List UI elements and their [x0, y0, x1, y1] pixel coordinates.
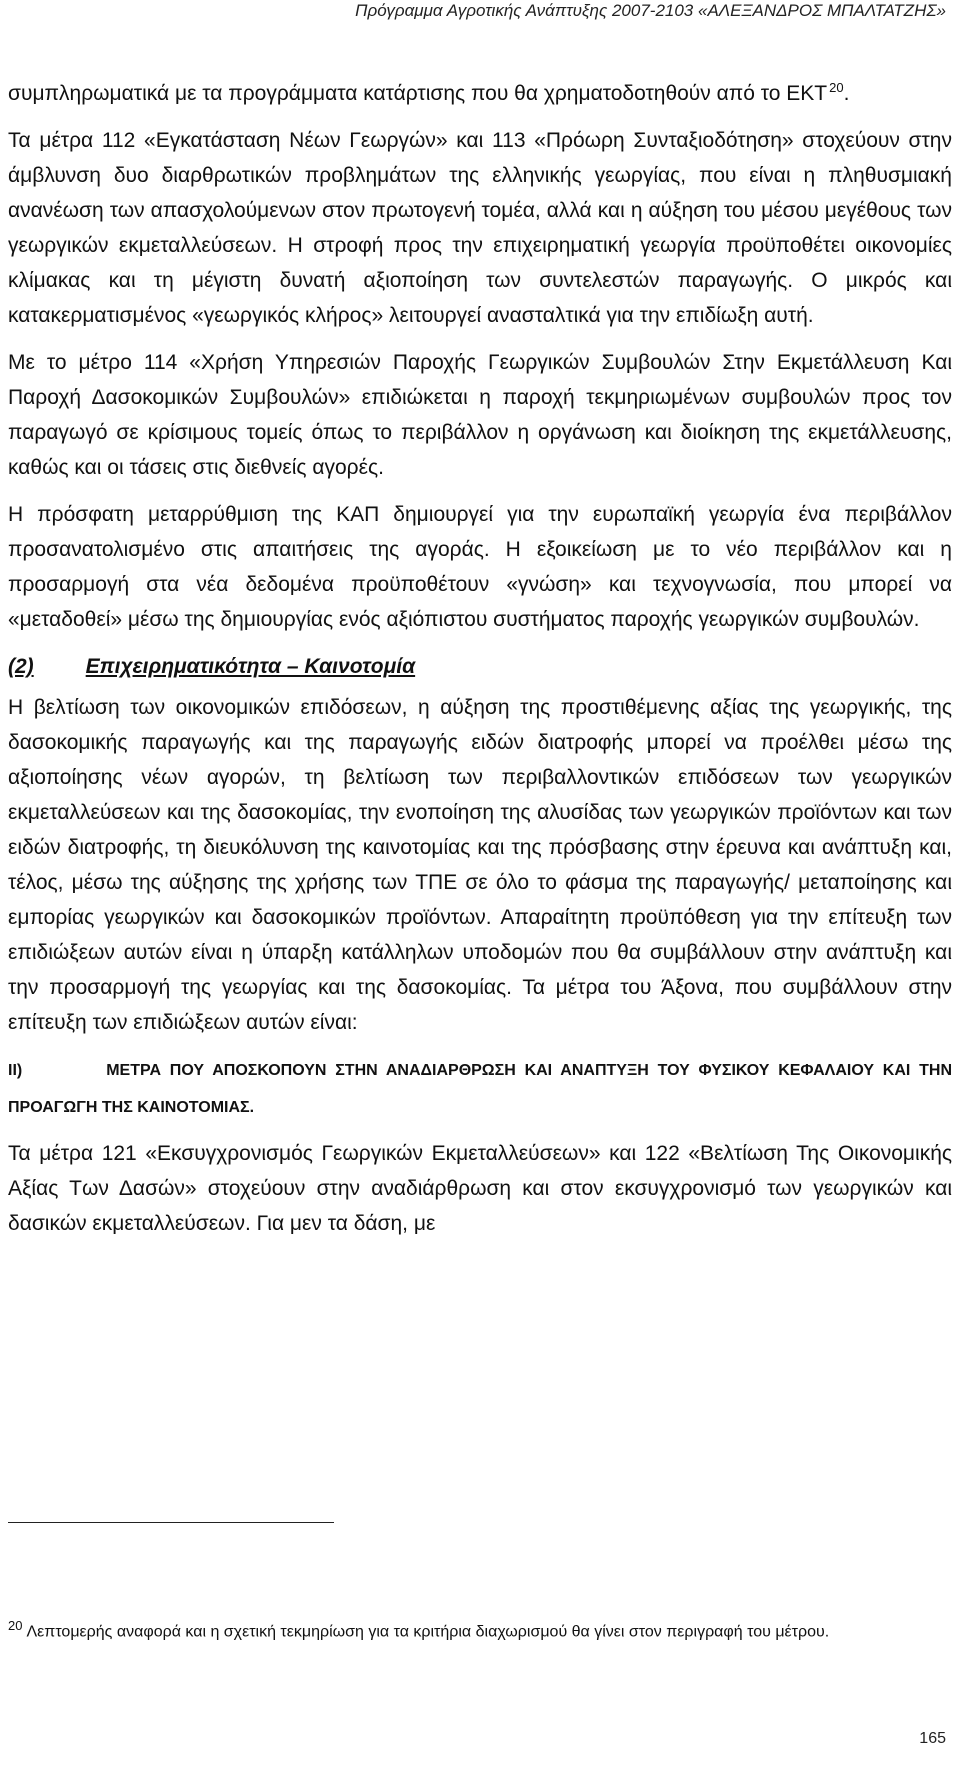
measure-heading — [8, 1052, 952, 1126]
paragraph: Τα μέτρα 112 «Εγκατάσταση Νέων Γεωργών» και 113 «Πρόωρη Συνταξιοδότηση» στοχεύουν στην άμβλυνση δυο διαρθρωτικών προβλημάτων της ελληνικής γεωργίας, που είναι η πληθυσμιακή ανανέωση των απασχολούμενων στον πρωτογενή τομέα, αλλά και η αύξηση του μέσου μεγέθους των γεωργικών εκμεταλλεύσεων. Η στροφή προς την επιχειρηματική γεωργία προϋποθέτει οικονομίες κλίμακας και τη μέγιστη δυνατή αξιοποίηση των συντελεστών παραγωγής. Ο μικρός και κατακερματισμένος «γεωργικός κλήρος» λειτουργεί ανασταλτικά για την επιδίωξη αυτή. — [8, 129, 952, 327]
footnote-separator — [8, 1522, 334, 1523]
footnote-text: Λεπτομερής αναφορά και η σχετική τεκμηρίωση για τα κριτήρια διαχωρισμού θα γίνει στον περιγραφή του μέτρου. — [26, 1623, 830, 1641]
measure-title: ΜΕΤΡΑ ΠΟΥ ΑΠΟΣΚΟΠΟΥΝ ΣΤΗΝ ΑΝΑΔΙΑΡΘΡΩΣΗ ΚΑΙ ΑΝΑΠΤΥΞΗ ΤΟΥ ΦΥΣΙΚΟΥ ΚΕΦΑΛΑΙΟΥ ΚΑΙ ΤΗΝ ΠΡΟΑΓΩΓΗ ΤΗΣ ΚΑΙΝΟΤΟΜΙΑΣ. — [8, 1062, 952, 1116]
paragraph-end: . — [843, 82, 850, 105]
document-body — [8, 76, 952, 1253]
footnote-number: 20 — [8, 1618, 23, 1633]
paragraph: Με το μέτρο 114 «Χρήση Υπηρεσιών Παροχής Γεωργικών Συμβουλών Στην Εκμετάλλευση Και Παροχή Δασοκομικών Συμβουλών» επιδιώκεται η παροχή τεκμηριωμένων συμβουλών προς τον παραγωγό σε κρίσιμους τομείς όπως το περιβάλλον η οργάνωση και διοίκηση της εκμετάλλευσης, καθώς και οι τάσεις στις διεθνείς αγορές. — [8, 351, 952, 479]
paragraph: Η πρόσφατη μεταρρύθμιση της ΚΑΠ δημιουργεί για την ευρωπαϊκή γεωργία ένα περιβάλλον προσανατολισμένο στις απαιτήσεις της αγοράς. Η εξοικείωση με το νέο περιβάλλον και η προσαρμογή στα νέα δεδομένα προϋποθέτουν «γνώση» και τεχνογνωσία, που μπορεί να «μεταδοθεί» μέσω της δημιουργίας ενός αξιόπιστου συστήματος παροχής γεωργικών συμβουλών. — [8, 503, 952, 631]
section-number: (2) — [8, 655, 34, 678]
paragraph: Τα μέτρα 121 «Εκσυγχρονισμός Γεωργικών Εκμεταλλεύσεων» και 122 «Βελτίωση Της Οικονομικής Αξίας Των Δασών» στοχεύουν στην αναδιάρθρωση και στον εκσυγχρονισμό των γεωργικών και δασικών εκμεταλλεύσεων. Για μεν τα δάση, με — [8, 1142, 952, 1235]
paragraph-text: συμπληρωματικά με τα προγράμματα κατάρτισης που θα χρηματοδοτηθούν από το ΕΚΤ — [8, 82, 828, 105]
page-number: 165 — [919, 1730, 946, 1747]
footnote — [8, 1613, 952, 1644]
paragraph — [8, 76, 952, 111]
section-heading — [8, 649, 952, 684]
section-title: Επιχειρηματικότητα – Καινοτομία — [85, 655, 416, 678]
running-header: Πρόγραμμα Αγροτικής Ανάπτυξης 2007-2103 «ΑΛΕΞΑΝΔΡΟΣ ΜΠΑΛΤΑΤΖΗΣ» — [355, 1, 946, 20]
measure-number: II) — [8, 1062, 23, 1079]
footnote-reference[interactable]: 20 — [829, 80, 844, 95]
paragraph: Η βελτίωση των οικονομικών επιδόσεων, η αύξηση της προστιθέμενης αξίας της γεωργικής, της δασοκομικής παραγωγής και της παραγωγής ειδών διατροφής μπορεί να προέλθει μέσω της αξιοποίησης νέων αγορών, τη βελτίωση των περιβαλλοντικών επιδόσεων των γεωργικών εκμεταλλεύσεων και της δασοκομίας, την ενοποίηση της αλυσίδας των γεωργικών προϊόντων και των ειδών διατροφής, τη διευκόλυνση της καινοτομίας και της πρόσβασης στην έρευνα και ανάπτυξη και, τέλος, μέσω της αύξησης της χρήσης των ΤΠΕ σε όλο το φάσμα της παραγωγής/ μεταποίησης και εμπορίας γεωργικών και δασοκομικών προϊόντων. Απαραίτητη προϋπόθεση για την επίτευξη των επιδιώξεων αυτών είναι η ύπαρξη κατάλληλων υποδομών που θα συμβάλλουν στην ανάπτυξη και την προσαρμογή της γεωργίας και της δασοκομίας. Τα μέτρα του Άξονα, που συμβάλλουν στην επίτευξη των επιδιώξεων αυτών είναι: — [8, 696, 952, 1034]
